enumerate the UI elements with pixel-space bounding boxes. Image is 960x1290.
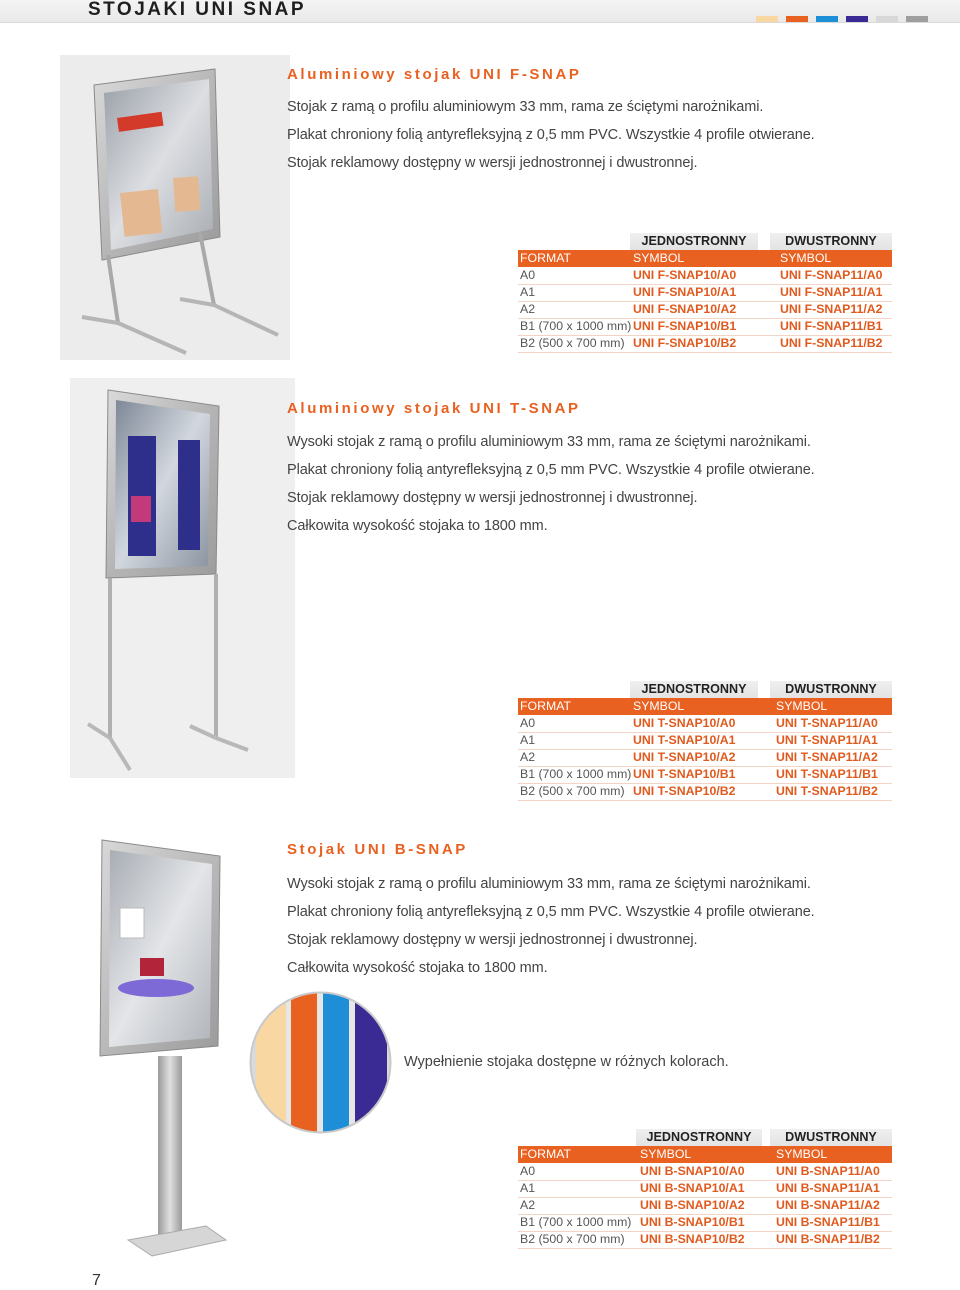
single-symbol-cell: UNI F-SNAP10/A0 <box>633 268 737 282</box>
table-row <box>518 1163 892 1181</box>
double-symbol-cell: UNI B-SNAP11/A2 <box>776 1198 880 1212</box>
table-subheader <box>518 250 892 267</box>
description-line: Plakat chroniony folią antyrefleksyjną z 0,5 mm PVC. Wszystkie 4 profile otwierane. <box>287 462 815 478</box>
double-symbol-cell: UNI B-SNAP11/B1 <box>776 1215 880 1229</box>
single-symbol-cell: UNI F-SNAP10/B1 <box>633 319 737 333</box>
format-cell: B1 (700 x 1000 mm) <box>520 767 632 781</box>
table-row <box>518 783 892 801</box>
column-header-double: DWUSTRONNY <box>770 233 892 250</box>
description-line: Całkowita wysokość stojaka to 1800 mm. <box>287 960 548 976</box>
single-symbol-cell: UNI T-SNAP10/B2 <box>633 784 736 798</box>
t-snap-stand-image <box>70 378 295 778</box>
table-row <box>518 335 892 353</box>
double-symbol-cell: UNI T-SNAP11/A2 <box>776 750 878 764</box>
single-symbol-cell: UNI T-SNAP10/B1 <box>633 767 736 781</box>
format-cell: B2 (500 x 700 mm) <box>520 336 625 350</box>
table-subheader <box>518 1146 892 1163</box>
single-symbol-cell: UNI B-SNAP10/B2 <box>640 1232 745 1246</box>
format-cell: A1 <box>520 285 536 299</box>
symbol-label: SYMBOL <box>776 699 828 713</box>
f-snap-stand-image <box>60 55 290 360</box>
swatch-blue <box>816 16 838 22</box>
table-row <box>518 1197 892 1215</box>
double-symbol-cell: UNI F-SNAP11/A1 <box>780 285 883 299</box>
description-line: Stojak reklamowy dostępny w wersji jednostronnej i dwustronnej. <box>287 490 698 506</box>
table-row <box>518 1231 892 1249</box>
column-header-single: JEDNOSTRONNY <box>630 233 758 250</box>
table-row <box>518 318 892 336</box>
format-cell: B2 (500 x 700 mm) <box>520 1232 625 1246</box>
swatch-gray <box>906 16 928 22</box>
table-row <box>518 284 892 302</box>
symbol-label: SYMBOL <box>640 1147 692 1161</box>
table-row <box>518 267 892 285</box>
double-symbol-cell: UNI F-SNAP11/B2 <box>780 336 883 350</box>
description-line: Plakat chroniony folią antyrefleksyjną z 0,5 mm PVC. Wszystkie 4 profile otwierane. <box>287 904 815 920</box>
single-symbol-cell: UNI B-SNAP10/A2 <box>640 1198 745 1212</box>
f-snap-description <box>287 93 815 177</box>
header-bar <box>0 0 960 23</box>
swatch-navy <box>846 16 868 22</box>
section-title-t-snap: Aluminiowy stojak UNI T-SNAP <box>287 400 581 417</box>
single-symbol-cell: UNI B-SNAP10/A1 <box>640 1181 745 1195</box>
double-symbol-cell: UNI F-SNAP11/B1 <box>780 319 883 333</box>
b-snap-stand-image <box>88 828 258 1258</box>
t-snap-description <box>287 428 815 540</box>
format-label: FORMAT <box>520 699 572 713</box>
column-header-double: DWUSTRONNY <box>770 1129 892 1146</box>
symbol-label: SYMBOL <box>633 699 685 713</box>
double-symbol-cell: UNI F-SNAP11/A2 <box>780 302 883 316</box>
color-caption: Wypełnienie stojaka dostępne w różnych kolorach. <box>404 1054 729 1070</box>
description-line: Plakat chroniony folią antyrefleksyjną z 0,5 mm PVC. Wszystkie 4 profile otwierane. <box>287 127 815 143</box>
symbol-label: SYMBOL <box>776 1147 828 1161</box>
table-row <box>518 749 892 767</box>
section-title-b-snap: Stojak UNI B-SNAP <box>287 841 468 858</box>
section-title-f-snap: Aluminiowy stojak UNI F-SNAP <box>287 66 582 83</box>
column-header-single: JEDNOSTRONNY <box>636 1129 762 1146</box>
single-symbol-cell: UNI T-SNAP10/A0 <box>633 716 736 730</box>
description-line: Wysoki stojak z ramą o profilu aluminiowym 33 mm, rama ze ściętymi narożnikami. <box>287 876 811 892</box>
format-cell: A1 <box>520 1181 536 1195</box>
format-cell: A2 <box>520 1198 536 1212</box>
symbol-label: SYMBOL <box>780 251 832 265</box>
format-cell: A2 <box>520 750 536 764</box>
format-cell: A2 <box>520 302 536 316</box>
double-symbol-cell: UNI T-SNAP11/B1 <box>776 767 878 781</box>
format-cell: A0 <box>520 1164 536 1178</box>
double-symbol-cell: UNI T-SNAP11/B2 <box>776 784 878 798</box>
description-line: Stojak reklamowy dostępny w wersji jednostronnej i dwustronnej. <box>287 155 698 171</box>
double-symbol-cell: UNI B-SNAP11/B2 <box>776 1232 880 1246</box>
color-options-circle <box>248 990 393 1135</box>
format-label: FORMAT <box>520 1147 572 1161</box>
color-option-orange <box>291 990 317 1135</box>
table-row <box>518 1180 892 1198</box>
double-symbol-cell: UNI T-SNAP11/A0 <box>776 716 878 730</box>
swatch-light-gray <box>876 16 898 22</box>
table-row <box>518 715 892 733</box>
double-symbol-cell: UNI B-SNAP11/A1 <box>776 1181 880 1195</box>
description-line: Stojak reklamowy dostępny w wersji jednostronnej i dwustronnej. <box>287 932 698 948</box>
b-snap-description <box>287 870 815 982</box>
double-symbol-cell: UNI F-SNAP11/A0 <box>780 268 883 282</box>
format-label: FORMAT <box>520 251 572 265</box>
table-row <box>518 301 892 319</box>
single-symbol-cell: UNI B-SNAP10/A0 <box>640 1164 745 1178</box>
description-line: Stojak z ramą o profilu aluminiowym 33 mm, rama ze ściętymi narożnikami. <box>287 99 764 115</box>
swatch-orange <box>786 16 808 22</box>
color-option-navy <box>355 990 387 1135</box>
table-row <box>518 1214 892 1232</box>
format-cell: B1 (700 x 1000 mm) <box>520 1215 632 1229</box>
description-line: Wysoki stojak z ramą o profilu aluminiowym 33 mm, rama ze ściętymi narożnikami. <box>287 434 811 450</box>
double-symbol-cell: UNI B-SNAP11/A0 <box>776 1164 880 1178</box>
column-header-double: DWUSTRONNY <box>770 681 892 698</box>
page-title: STOJAKI UNI SNAP <box>88 0 307 20</box>
format-cell: A1 <box>520 733 536 747</box>
page-number: 7 <box>92 1272 101 1289</box>
format-cell: B1 (700 x 1000 mm) <box>520 319 632 333</box>
column-header-single: JEDNOSTRONNY <box>630 681 758 698</box>
table-row <box>518 766 892 784</box>
format-cell: A0 <box>520 268 536 282</box>
symbol-label: SYMBOL <box>633 251 685 265</box>
format-cell: B2 (500 x 700 mm) <box>520 784 625 798</box>
format-cell: A0 <box>520 716 536 730</box>
single-symbol-cell: UNI T-SNAP10/A2 <box>633 750 736 764</box>
description-line: Całkowita wysokość stojaka to 1800 mm. <box>287 518 548 534</box>
single-symbol-cell: UNI F-SNAP10/B2 <box>633 336 737 350</box>
table-row <box>518 732 892 750</box>
single-symbol-cell: UNI T-SNAP10/A1 <box>633 733 736 747</box>
double-symbol-cell: UNI T-SNAP11/A1 <box>776 733 878 747</box>
single-symbol-cell: UNI F-SNAP10/A2 <box>633 302 737 316</box>
single-symbol-cell: UNI F-SNAP10/A1 <box>633 285 737 299</box>
color-option-blue <box>323 990 349 1135</box>
swatch-cream <box>756 16 778 22</box>
single-symbol-cell: UNI B-SNAP10/B1 <box>640 1215 745 1229</box>
table-subheader <box>518 698 892 715</box>
